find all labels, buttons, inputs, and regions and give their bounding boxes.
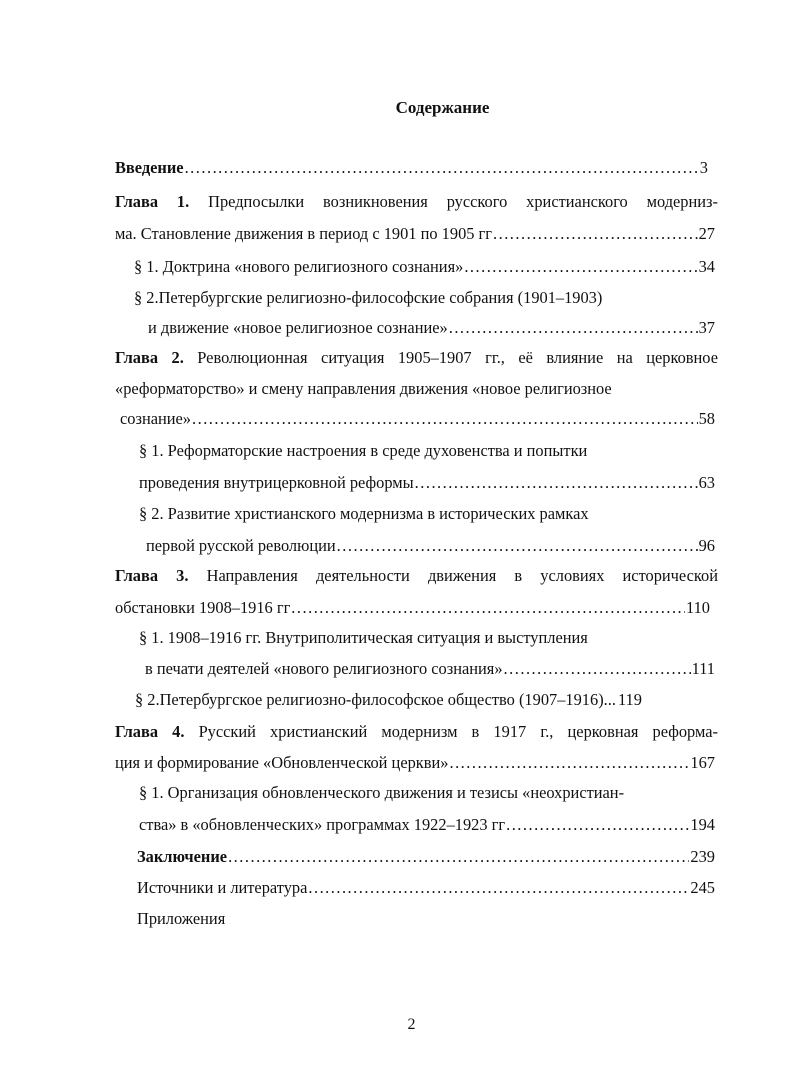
toc-page: 37 xyxy=(698,318,715,337)
toc-page: 110 xyxy=(686,598,710,617)
toc-chapter-1-line2[interactable] xyxy=(115,223,715,245)
chapter-heading: Глава 3. xyxy=(115,566,189,585)
section-title: § 2.Петербургские религиозно-философские собрания (1901–1903) xyxy=(134,288,603,307)
chapter-title: Русский христианский модернизм в 1917 г., церковная реформа- xyxy=(198,722,718,741)
toc-chapter-2-line1[interactable] xyxy=(115,347,718,369)
leader-dots xyxy=(192,408,698,430)
leader-dots xyxy=(308,877,689,899)
toc-entry-appendix[interactable] xyxy=(137,908,225,930)
chapter-title: Революционная ситуация 1905–1907 гг., её влияние на церковное xyxy=(197,348,718,367)
section-title: § 2. Развитие христианского модернизма в исторических рамках xyxy=(139,504,589,523)
chapter-title-cont: сознание» xyxy=(120,409,192,428)
toc-page: 3 xyxy=(699,158,708,177)
toc-entry-sources[interactable] xyxy=(137,877,715,899)
toc-label: Заключение xyxy=(137,847,228,866)
chapter-title: Направления деятельности движения в условиях исторической xyxy=(206,566,718,585)
chapter-title-cont: обстановки 1908–1916 гг xyxy=(115,598,291,617)
section-title-cont: в печати деятелей «нового религиозного сознания» xyxy=(145,659,503,678)
toc-entry-conclusion[interactable] xyxy=(137,846,715,868)
leader-dots xyxy=(464,256,697,278)
section-title: § 1. Организация обновленческого движения и тезисы «неохристиан- xyxy=(139,783,625,802)
toc-section-4-1-line2[interactable] xyxy=(139,814,715,836)
toc-section-2-2-line2[interactable] xyxy=(146,535,715,557)
toc-page: 111 xyxy=(691,659,715,678)
toc-page: 245 xyxy=(690,878,715,897)
toc-chapter-4-line2[interactable] xyxy=(115,752,715,774)
section-title-cont: ства» в «обновленческих» программах 1922–1923 гг xyxy=(139,815,506,834)
toc-page: 239 xyxy=(690,847,715,866)
chapter-heading: Глава 4. xyxy=(115,722,185,741)
chapter-title-cont: ма. Становление движения в период с 1901 по 1905 гг xyxy=(115,224,493,243)
toc-section-2-1-line2[interactable] xyxy=(139,472,715,494)
toc-chapter-1-line1[interactable] xyxy=(115,191,718,213)
toc-page: 194 xyxy=(690,815,715,834)
toc-page: 63 xyxy=(698,473,715,492)
leader-dots xyxy=(228,846,689,868)
leader-dots xyxy=(415,472,698,494)
toc-page: 119 xyxy=(617,690,642,709)
leader-dots xyxy=(449,317,698,339)
section-title: § 2.Петербургское религиозно-философское общество (1907–1916)... xyxy=(135,690,616,709)
chapter-heading: Глава 1. xyxy=(115,192,190,211)
leader-dots xyxy=(506,814,689,836)
section-title: § 1. Доктрина «нового религиозного сознания» xyxy=(134,257,464,276)
leader-dots xyxy=(291,597,685,619)
toc-chapter-2-line3[interactable] xyxy=(120,408,715,430)
section-title-cont: и движение «новое религиозное сознание» xyxy=(148,318,448,337)
section-title-cont: первой русской революции xyxy=(146,536,336,555)
page-title: Содержание xyxy=(395,98,490,117)
section-title-cont: проведения внутрицерковной реформы xyxy=(139,473,414,492)
toc-section-4-1-line1[interactable] xyxy=(139,782,624,804)
toc-section-3-1-line1[interactable] xyxy=(139,627,588,649)
leader-dots xyxy=(493,223,698,245)
page-number: 2 xyxy=(407,1016,416,1033)
toc-section-3-1-line2[interactable] xyxy=(145,658,715,680)
toc-chapter-2-line2[interactable] xyxy=(115,378,612,400)
leader-dots xyxy=(504,658,691,680)
toc-page: 34 xyxy=(698,257,715,276)
toc-label: Источники и литература xyxy=(137,878,308,897)
toc-section-1-2-line1[interactable] xyxy=(134,287,602,309)
toc-chapter-3-line1[interactable] xyxy=(115,565,718,587)
chapter-heading: Глава 2. xyxy=(115,348,184,367)
chapter-title-cont: ция и формирование «Обновленческой церкви» xyxy=(115,753,449,772)
toc-section-3-2[interactable] xyxy=(135,689,715,711)
toc-page: 27 xyxy=(698,224,715,243)
toc-entry-intro[interactable] xyxy=(115,157,708,179)
leader-dots xyxy=(337,535,698,557)
toc-chapter-4-line1[interactable] xyxy=(115,721,718,743)
toc-section-1-2-line2[interactable] xyxy=(148,317,715,339)
leader-dots xyxy=(185,157,699,179)
chapter-title: Предпосылки возникновения русского христианского модерниз- xyxy=(208,192,718,211)
chapter-title-cont: «реформаторство» и смену направления движения «новое религиозное xyxy=(115,379,612,398)
toc-section-2-2-line1[interactable] xyxy=(139,503,589,525)
leader-dots xyxy=(449,752,689,774)
toc-section-2-1-line1[interactable] xyxy=(139,440,587,462)
toc-page: 167 xyxy=(690,753,715,772)
toc-chapter-3-line2[interactable] xyxy=(115,597,710,619)
section-title: § 1. Реформаторские настроения в среде духовенства и попытки xyxy=(139,441,588,460)
toc-page: 58 xyxy=(698,409,715,428)
toc-section-1-1[interactable] xyxy=(134,256,715,278)
toc-label: Введение xyxy=(115,158,184,177)
section-title: § 1. 1908–1916 гг. Внутриполитическая ситуация и выступления xyxy=(139,628,588,647)
toc-page: 96 xyxy=(698,536,715,555)
toc-label: Приложения xyxy=(137,909,226,928)
